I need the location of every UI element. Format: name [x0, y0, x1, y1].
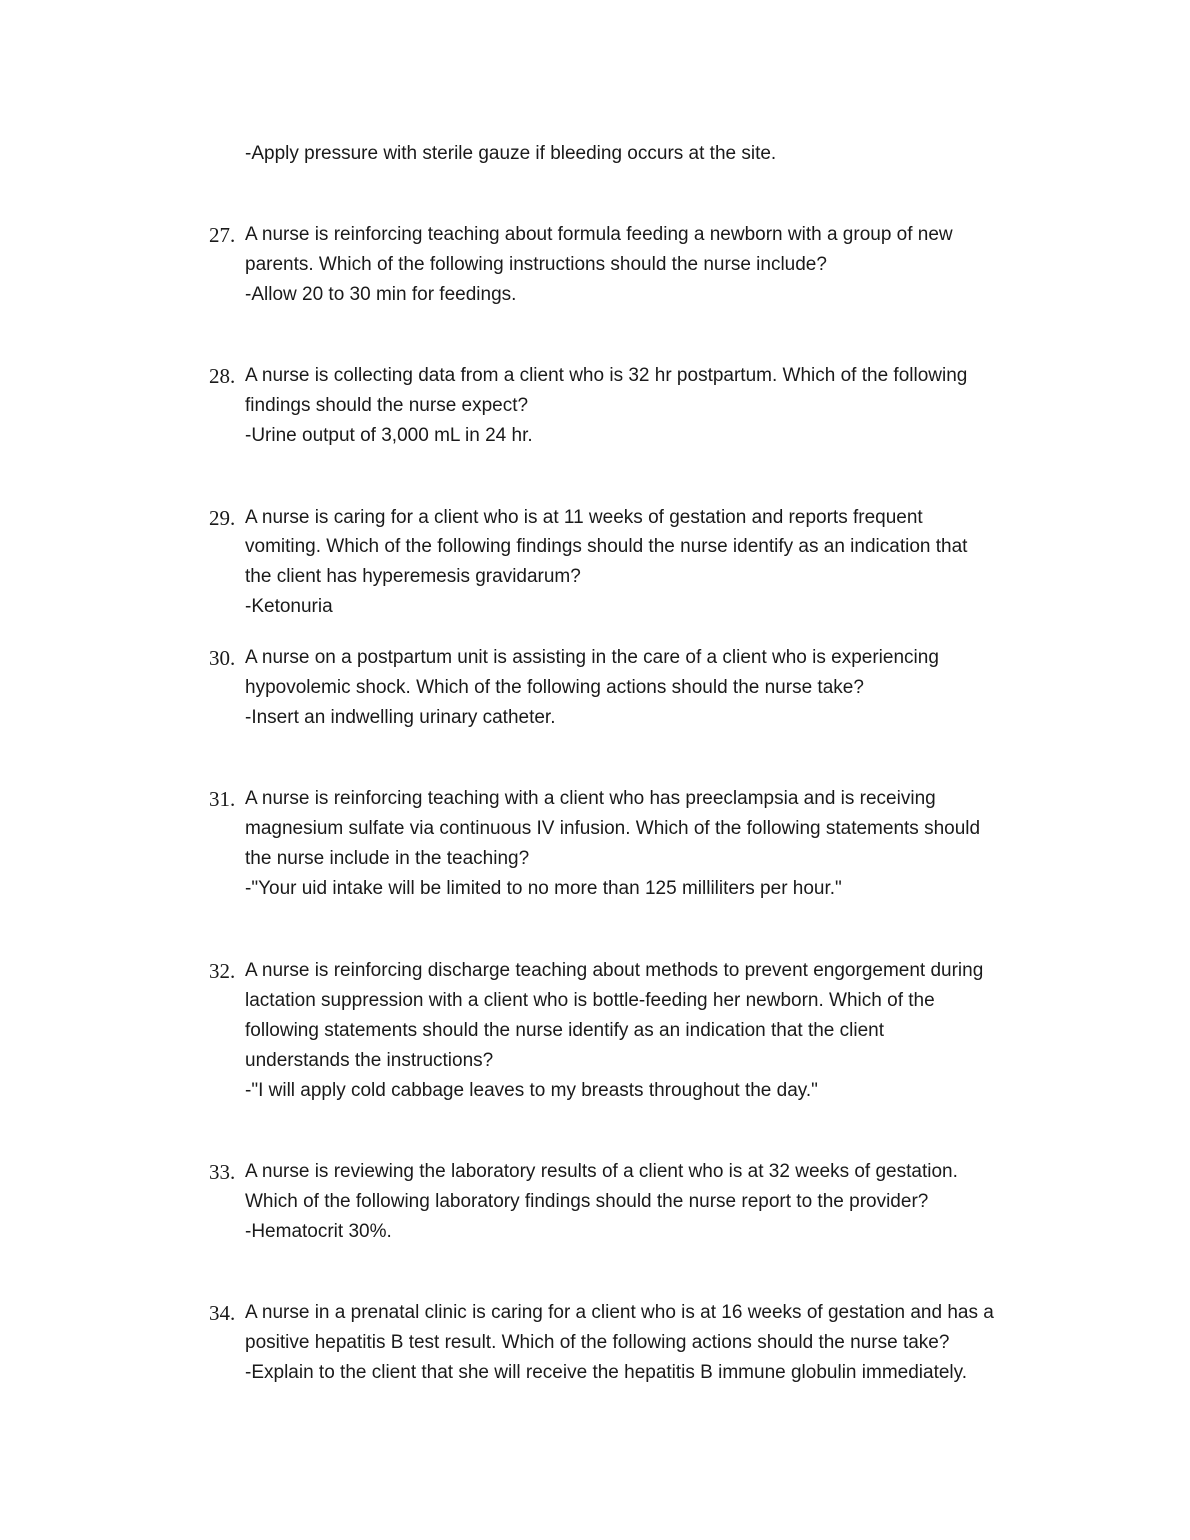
question-text-line: magnesium sulfate via continuous IV infusion. Which of the following statements should: [245, 818, 981, 839]
question-text-line: A nurse is caring for a client who is at 11 weeks of gestation and reports frequent: [245, 507, 923, 528]
question-number: 27.: [209, 223, 236, 247]
question-text-line: A nurse is reinforcing discharge teaching about methods to prevent engorgement during: [245, 960, 984, 981]
question-text-line: hypovolemic shock. Which of the following actions should the nurse take?: [245, 677, 864, 698]
question-text-line: A nurse is collecting data from a client who is 32 hr postpartum. Which of the following: [245, 365, 968, 386]
question-text-line: A nurse is reinforcing teaching about formula feeding a newborn with a group of new: [245, 224, 953, 245]
question-number: 32.: [209, 959, 236, 983]
question-text-line: A nurse is reviewing the laboratory results of a client who is at 32 weeks of gestation.: [245, 1161, 958, 1182]
intro-answer: -Apply pressure with sterile gauze if bleeding occurs at the site.: [245, 143, 777, 164]
question-text-line: A nurse is reinforcing teaching with a client who has preeclampsia and is receiving: [245, 788, 936, 809]
question-number: 33.: [209, 1160, 236, 1184]
answer-text: -Explain to the client that she will receive the hepatitis B immune globulin immediately.: [245, 1362, 967, 1383]
question-number: 29.: [209, 506, 236, 530]
question-text-line: lactation suppression with a client who is bottle-feeding her newborn. Which of the: [245, 990, 935, 1011]
answer-text: -Ketonuria: [245, 596, 333, 617]
question-text-line: following statements should the nurse identify as an indication that the client: [245, 1020, 884, 1041]
question-text-line: parents. Which of the following instructions should the nurse include?: [245, 254, 827, 275]
question-number: 31.: [209, 787, 236, 811]
question-text-line: vomiting. Which of the following findings should the nurse identify as an indication that: [245, 536, 968, 557]
question-text-line: understands the instructions?: [245, 1050, 494, 1071]
answer-text: -Insert an indwelling urinary catheter.: [245, 707, 556, 728]
answer-text: -Urine output of 3,000 mL in 24 hr.: [245, 425, 533, 446]
answer-text: -Hematocrit 30%.: [245, 1221, 392, 1242]
question-text-line: the nurse include in the teaching?: [245, 848, 530, 869]
answer-text: -"Your uid intake will be limited to no more than 125 milliliters per hour.": [245, 878, 842, 899]
question-text-line: Which of the following laboratory findings should the nurse report to the provider?: [245, 1191, 929, 1212]
question-text-line: A nurse in a prenatal clinic is caring for a client who is at 16 weeks of gestation and has a: [245, 1302, 994, 1323]
question-number: 34.: [209, 1301, 236, 1325]
question-text-line: the client has hyperemesis gravidarum?: [245, 566, 581, 587]
answer-text: -Allow 20 to 30 min for feedings.: [245, 284, 517, 305]
question-text-line: positive hepatitis B test result. Which of the following actions should the nurse take?: [245, 1332, 950, 1353]
question-text-line: findings should the nurse expect?: [245, 395, 529, 416]
question-number: 28.: [209, 364, 236, 388]
answer-text: -"I will apply cold cabbage leaves to my breasts throughout the day.": [245, 1080, 818, 1101]
question-number: 30.: [209, 646, 236, 670]
question-text-line: A nurse on a postpartum unit is assisting in the care of a client who is experiencing: [245, 647, 939, 668]
